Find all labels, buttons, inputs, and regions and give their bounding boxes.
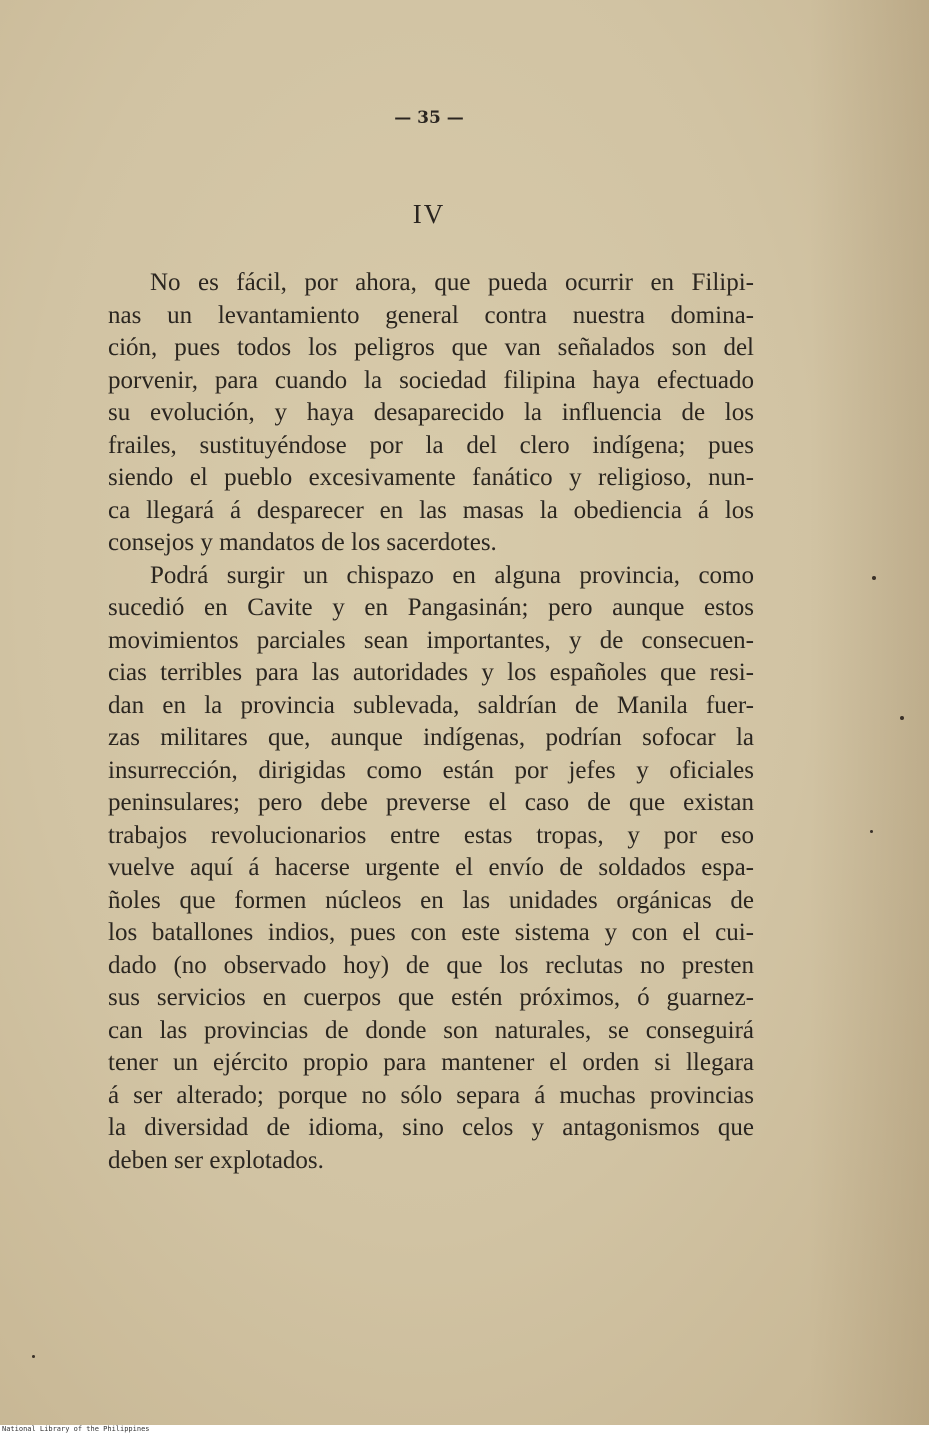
text-line: No es fácil, por ahora, que pueda ocurrir en Filipi- <box>150 269 754 296</box>
text-line: sus servicios en cuerpos que estén próximos, ó guarnez- <box>108 984 754 1011</box>
ink-speck <box>872 576 876 580</box>
text-line: deben ser explotados. <box>108 1146 324 1174</box>
text-line: porvenir, para cuando la sociedad filipina haya efectuado <box>108 366 754 394</box>
ink-speck <box>32 1355 35 1358</box>
text-line: ca llegará á desparecer en las masas la obediencia á los <box>108 496 754 524</box>
text-line: siendo el pueblo excesivamente fanático y religioso, nun- <box>108 464 754 491</box>
text-line: á ser alterado; porque no sólo separa á muchas provincias <box>108 1081 754 1109</box>
text-line: su evolución, y haya desaparecido la influencia de los <box>108 399 754 426</box>
text-line: peninsulares; pero debe preverse el caso de que existan <box>108 789 754 816</box>
ink-speck <box>870 830 873 833</box>
body-text <box>108 267 754 1177</box>
text-line: Podrá surgir un chispazo en alguna provincia, como <box>150 561 754 589</box>
text-line: la diversidad de idioma, sino celos y antagonismos que <box>108 1114 754 1141</box>
paragraph-2 <box>108 560 754 1178</box>
library-footer: National Library of the Philippines <box>0 1425 929 1433</box>
text-line: zas militares que, aunque indígenas, podrían sofocar la <box>108 724 754 751</box>
text-line: nas un levantamiento general contra nuestra domina- <box>108 301 754 329</box>
text-line: can las provincias de donde son naturales, se conseguirá <box>108 1016 754 1044</box>
chapter-heading: IV <box>412 199 446 229</box>
paragraph-1 <box>108 267 754 560</box>
text-line: cias terribles para las autoridades y los españoles que resi- <box>108 659 754 686</box>
text-line: dado (no observado hoy) de que los reclutas no presten <box>108 951 754 979</box>
page-number: — 35 — <box>394 108 464 128</box>
text-line: consejos y mandatos de los sacerdotes. <box>108 529 497 556</box>
ink-speck <box>900 716 904 720</box>
text-line: los batallones indios, pues con este sistema y con el cui- <box>108 919 754 946</box>
text-line: ñoles que formen núcleos en las unidades orgánicas de <box>108 886 754 914</box>
text-line: insurrección, dirigidas como están por jefes y oficiales <box>108 756 754 784</box>
text-line: trabajos revolucionarios entre estas tropas, y por eso <box>108 821 754 849</box>
text-line: vuelve aquí á hacerse urgente el envío de soldados espa- <box>108 854 754 881</box>
text-line: tener un ejército propio para mantener el orden si llegara <box>108 1049 754 1076</box>
text-line: ción, pues todos los peligros que van señalados son del <box>108 334 754 361</box>
text-line: frailes, sustituyéndose por la del clero indígena; pues <box>108 431 754 459</box>
text-line: dan en la provincia sublevada, saldrían de Manila fuer- <box>108 691 754 719</box>
text-line: sucedió en Cavite y en Pangasinán; pero aunque estos <box>108 594 754 621</box>
text-line: movimientos parciales sean importantes, y de consecuen- <box>108 626 754 654</box>
